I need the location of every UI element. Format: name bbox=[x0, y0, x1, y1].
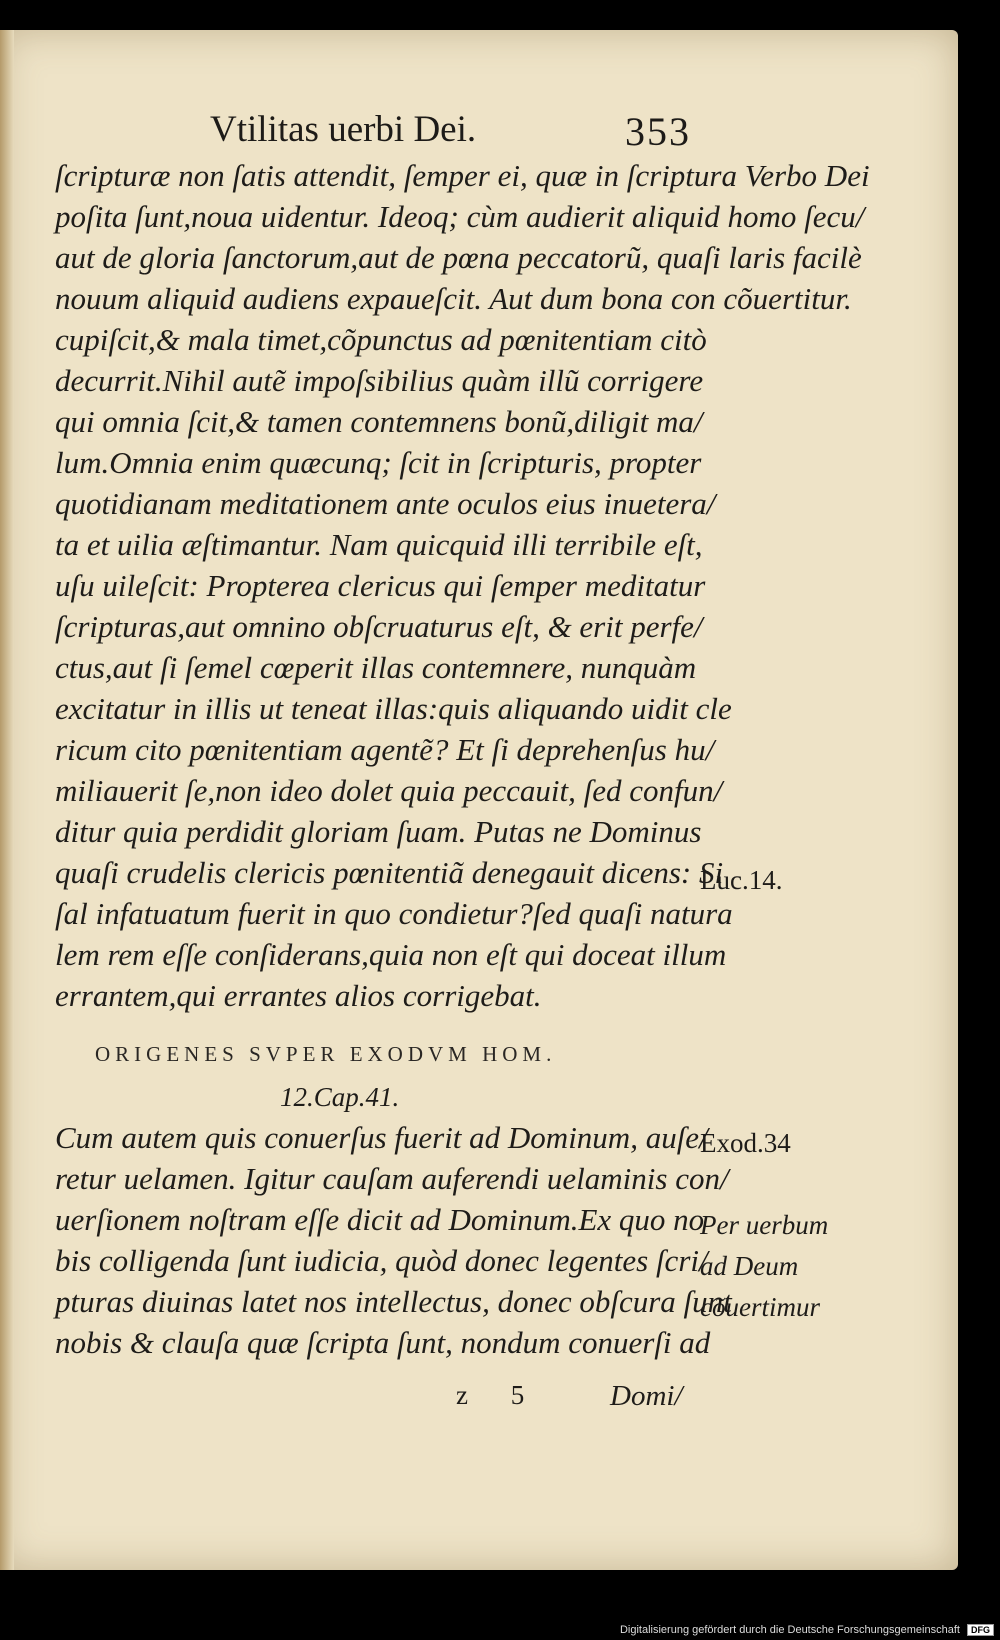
book-page bbox=[0, 30, 958, 1570]
text-line: nobis & clauſa quæ ſcripta ſunt, nondum conuerſi ad bbox=[55, 1325, 711, 1360]
signature-mark: z 5 bbox=[456, 1380, 543, 1410]
text-line: lem rem eſſe conſiderans,quia non eſt qui doceat illum bbox=[55, 937, 727, 972]
marginal-note: Per uerbum bbox=[700, 1210, 829, 1240]
page-number: 353 bbox=[625, 109, 691, 154]
catchword: Domi/ bbox=[610, 1380, 683, 1412]
text-line: poſita ſunt,noua uidentur. Ideoq; cùm audierit aliquid homo ſecu/ bbox=[55, 199, 865, 234]
section-heading: ORIGENES SVPER EXODVM HOM. bbox=[95, 1042, 557, 1066]
funding-footer bbox=[620, 1624, 994, 1636]
page-gutter bbox=[0, 30, 14, 1570]
text-line: cupiſcit,& mala timet,cõpunctus ad pœnitentiam citò bbox=[55, 322, 707, 357]
text-line: ctus,aut ſi ſemel cœperit illas contemnere, nunquàm bbox=[55, 650, 697, 685]
text-line: miliauerit ſe,non ideo dolet quia peccauit, ſed confun/ bbox=[55, 773, 723, 808]
text-line: nouum aliquid audiens expaueſcit. Aut dum bona con cõuertitur. bbox=[55, 281, 852, 316]
text-line: errantem,qui errantes alios corrigebat. bbox=[55, 978, 542, 1013]
marginal-note: Exod.34 bbox=[700, 1128, 791, 1158]
footer-text: Digitalisierung gefördert durch die Deutsche Forschungsgemeinschaft bbox=[619, 1624, 960, 1636]
marginal-note: ad Deum bbox=[700, 1251, 799, 1281]
text-line: pturas diuinas latet nos intellectus, donec obſcura ſunt bbox=[55, 1284, 732, 1319]
text-line: quotidianam meditationem ante oculos eius inuetera/ bbox=[55, 486, 716, 521]
text-line: Cum autem quis conuerſus fuerit ad Dominum, auſe/ bbox=[55, 1120, 708, 1155]
text-line: lum.Omnia enim quæcunq; ſcit in ſcripturis, propter bbox=[55, 445, 702, 480]
text-line: excitatur in illis ut teneat illas:quis aliquando uidit cle bbox=[55, 691, 732, 726]
text-line: ta et uilia æſtimantur. Nam quicquid illi terribile eſt, bbox=[55, 527, 703, 562]
marginal-note: cõuertimur bbox=[700, 1292, 820, 1322]
text-line: qui omnia ſcit,& tamen contemnens bonũ,diligit ma/ bbox=[55, 404, 703, 439]
text-line: bis colligenda ſunt iudicia, quòd donec legentes ſcri/ bbox=[55, 1243, 708, 1278]
text-line: aut de gloria ſanctorum,aut de pœna peccatorũ, quaſi laris facilè bbox=[55, 240, 862, 275]
running-head: Vtilitas uerbi Dei. bbox=[210, 109, 477, 150]
text-line: decurrit.Nihil autẽ impoſsibilius quàm illũ corrigere bbox=[55, 363, 704, 398]
dfg-logo: DFG bbox=[967, 1624, 994, 1636]
text-line: ditur quia perdidit gloriam ſuam. Putas ne Dominus bbox=[55, 814, 702, 849]
text-line: uerſionem noſtram eſſe dicit ad Dominum.Ex quo no bbox=[55, 1202, 705, 1237]
text-line: uſu uileſcit: Propterea clericus qui ſemper meditatur bbox=[55, 568, 706, 603]
text-line: ſcripturas,aut omnino obſcruaturus eſt, & erit perfe/ bbox=[55, 609, 703, 644]
marginal-note: Luc.14. bbox=[700, 865, 783, 895]
text-line: ſcripturæ non ſatis attendit, ſemper ei, quæ in ſcriptura Verbo Dei bbox=[55, 158, 870, 193]
text-line: ſal infatuatum fuerit in quo condietur?ſed quaſi natura bbox=[55, 896, 733, 931]
section-subheading: 12.Cap.41. bbox=[280, 1082, 400, 1112]
text-line: ricum cito pœnitentiam agentẽ? Et ſi deprehenſus hu/ bbox=[55, 732, 715, 767]
text-line: quaſi crudelis clericis pœnitentiã denegauit dicens: Si bbox=[55, 855, 724, 890]
text-line: retur uelamen. Igitur cauſam auferendi uelaminis con/ bbox=[55, 1161, 729, 1196]
